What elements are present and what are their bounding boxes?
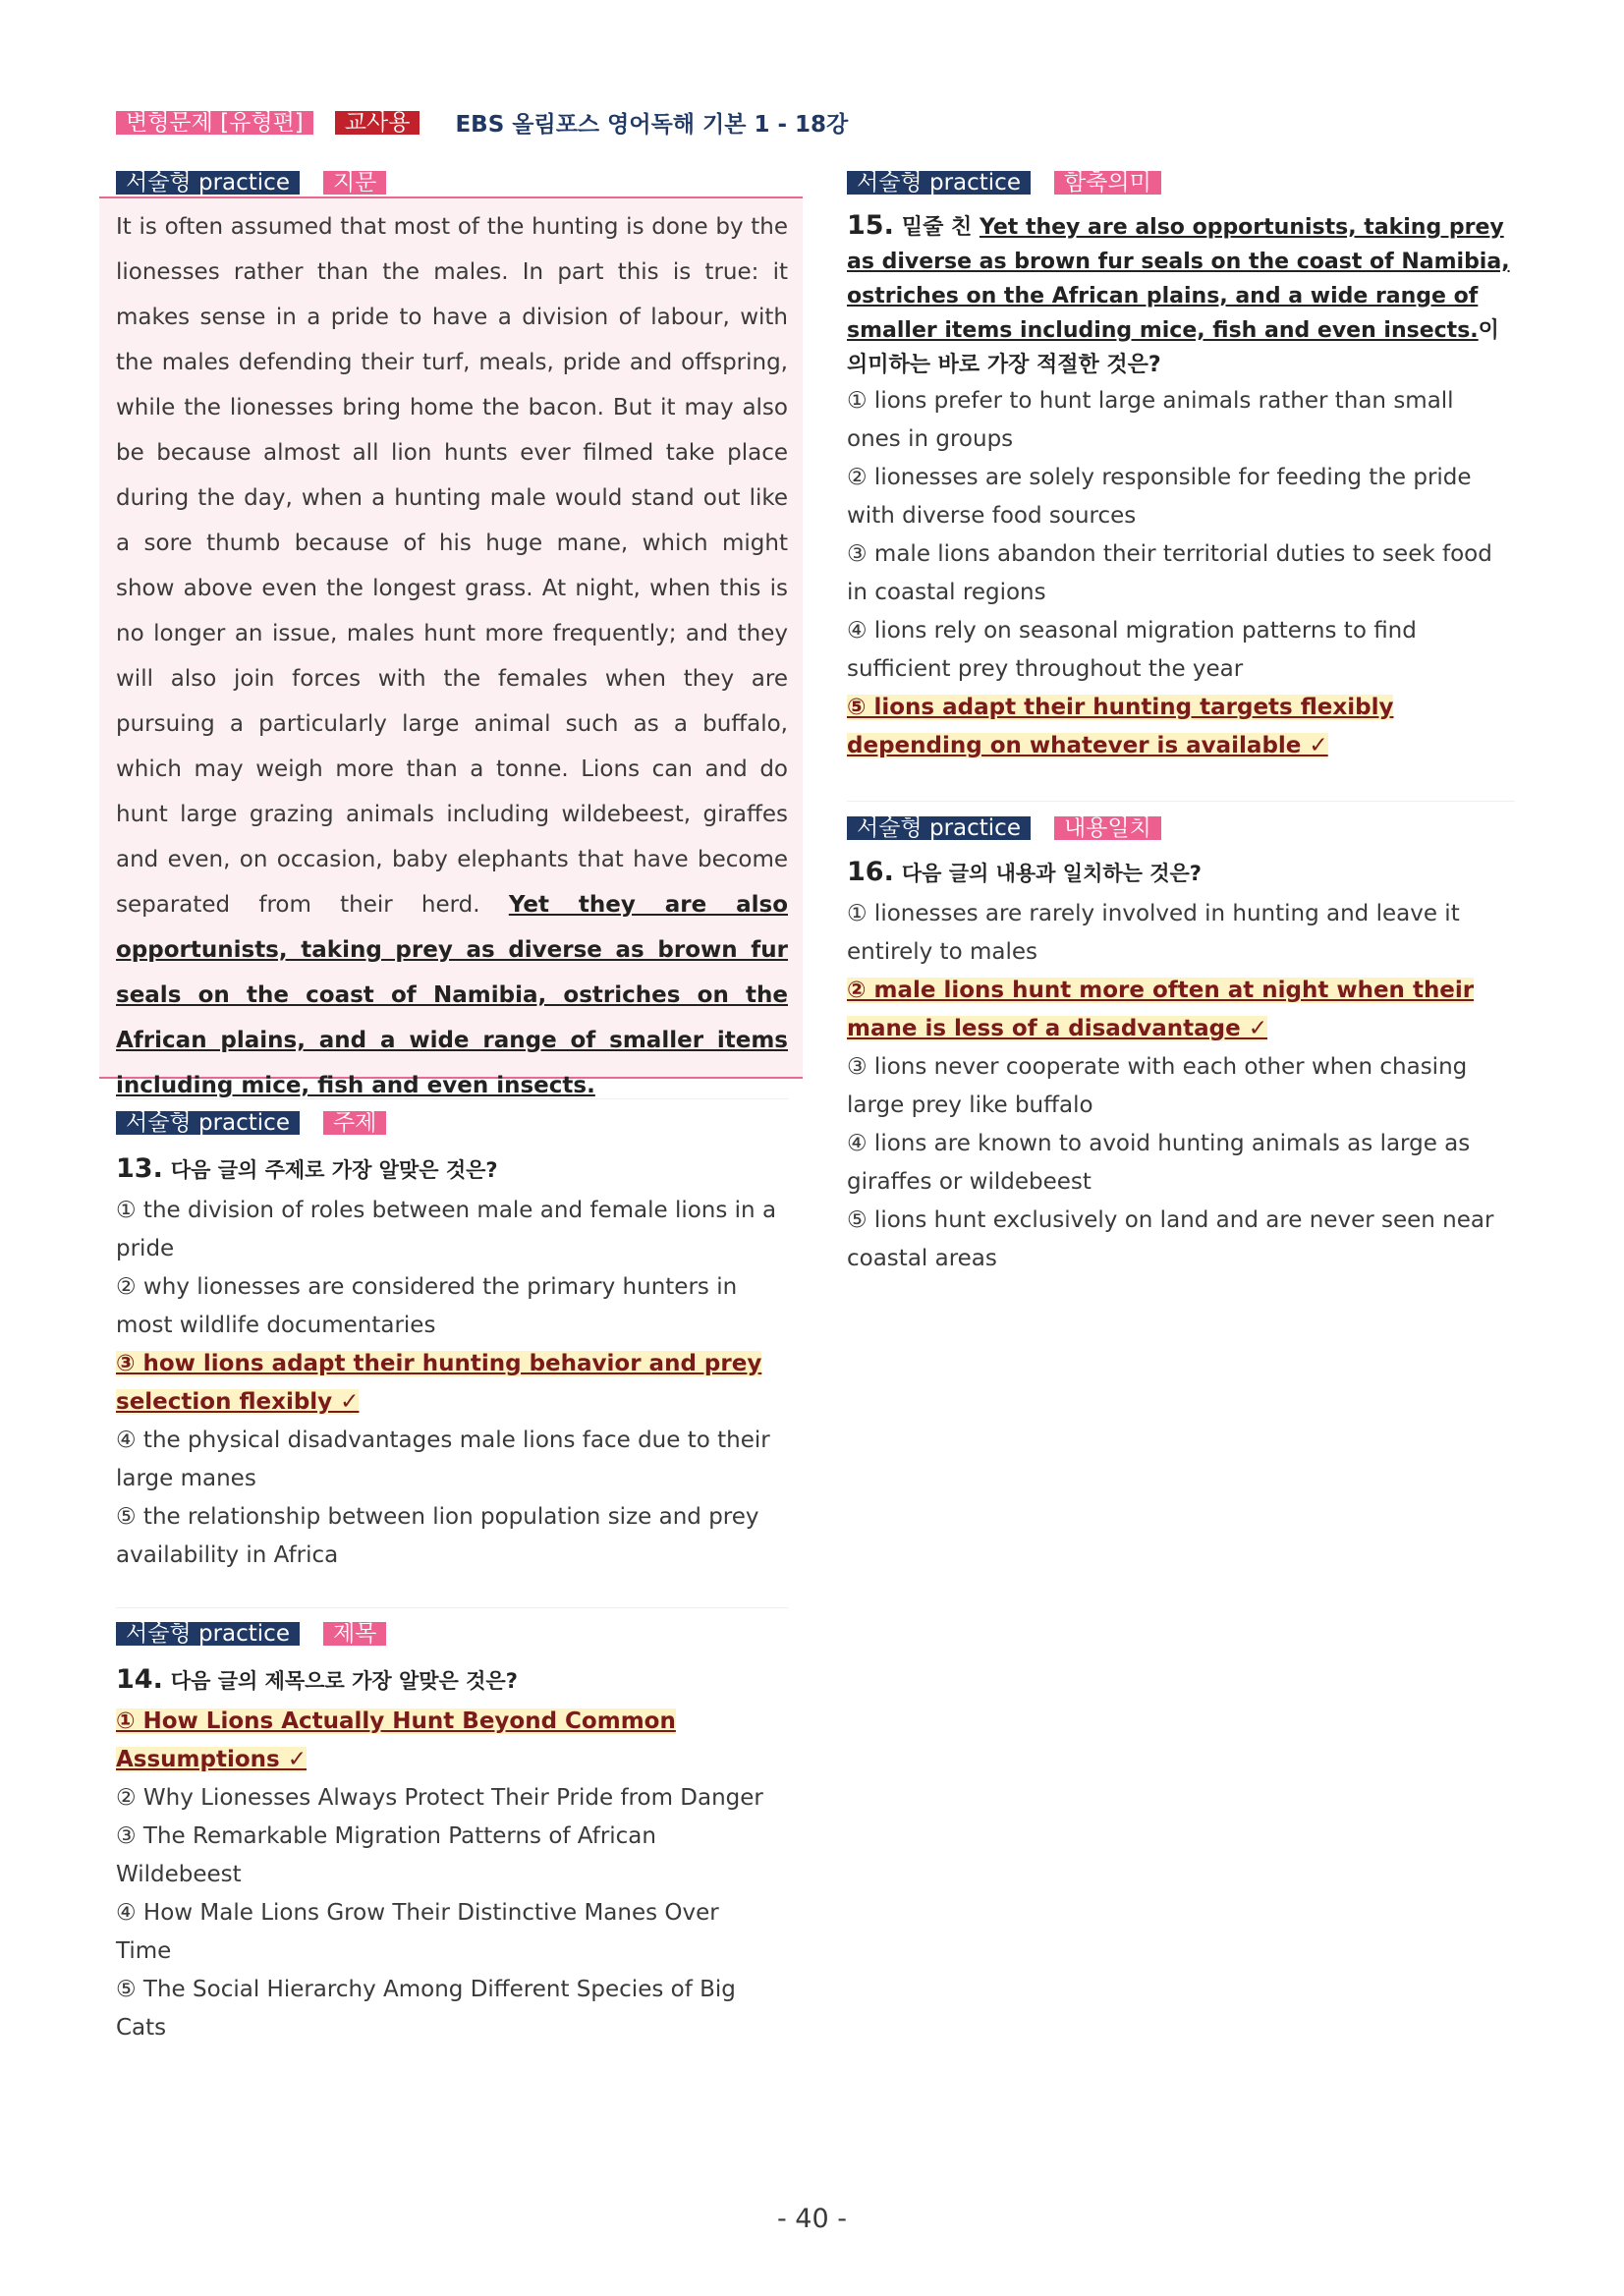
section-label: 서술형 practice — [847, 171, 1031, 195]
option-4[interactable]: ④ lions rely on seasonal migration patterns to find sufficient prey throughout the year — [847, 618, 1417, 682]
q14-block — [116, 1660, 794, 2047]
question-stem — [847, 208, 1513, 382]
teacher-tag: 교사용 — [335, 111, 420, 135]
passage-underlined-sentence: Yet they are also opportunists, taking prey as diverse as brown fur seals on the coast of Namibia, ostriches on the African plains, and a wide range of smaller items including mice, fish and even insects. — [116, 892, 788, 1098]
section-label: 서술형 practice — [847, 816, 1031, 840]
q13-block — [116, 1149, 794, 1575]
option-4[interactable]: ④ lions are known to avoid hunting animals as large as giraffes or wildebeest — [847, 1131, 1471, 1195]
question-text: 다음 글의 주제로 가장 알맞은 것은? — [170, 1158, 498, 1182]
page-number: - 40 - — [776, 2204, 847, 2234]
question-suffix: 이 의미하는 바로 가장 적절한 것은? — [847, 318, 1499, 377]
page-title: EBS 올림포스 영어독해 기본 1 - 18강 — [455, 112, 849, 138]
section-type: 지문 — [323, 171, 386, 195]
option-2[interactable]: ② why lionesses are considered the primary hunters in most wildlife documentaries — [116, 1274, 738, 1338]
divider — [847, 801, 1515, 802]
section-type: 함축의미 — [1054, 171, 1161, 195]
q14-section-header — [116, 1622, 386, 1648]
passage-text — [116, 204, 788, 1108]
correct-answer-text: ⑤ lions adapt their hunting targets flexibly depending on whatever is available ✓ — [847, 695, 1394, 758]
q13-section-header — [116, 1111, 386, 1137]
section-type: 제목 — [323, 1622, 386, 1646]
section-type: 주제 — [323, 1111, 386, 1135]
passage-body: It is often assumed that most of the hunting is done by the lionesses rather than the males. In part this is true: it makes sense in a pride to have a division of labour, with the males defending their turf, meals, pride and offspring, while the lionesses bring home the bacon. But it may also be because almost all lion hunts ever filmed take place during the day, when a hunting male would stand out like a sore thumb because of his huge mane, which might show above even the longest grass. At night, when this is no longer an issue, males hunt more frequently; and they will also join forces with the females when they are pursuing a particularly large animal such as a buffalo, which may weigh more than a tonne. Lions can and do hunt large grazing animals including wildebeest, giraffes and even, on occasion, baby elephants that have become separated from their herd. — [116, 214, 788, 918]
question-prefix: 밑줄 친 — [901, 215, 973, 240]
question-number: 13. — [116, 1153, 163, 1184]
divider — [116, 1098, 788, 1099]
variant-tag: 변형문제 [유형편] — [116, 111, 313, 135]
option-3[interactable]: ③ male lions abandon their territorial duties to seek food in coastal regions — [847, 541, 1492, 605]
divider — [116, 1607, 788, 1608]
option-4[interactable]: ④ How Male Lions Grow Their Distinctive Manes Over Time — [116, 1900, 719, 1964]
question-text: 다음 글의 내용과 일치하는 것은? — [901, 862, 1202, 885]
option-2-correct[interactable] — [847, 972, 1513, 1048]
section-label: 서술형 practice — [116, 171, 300, 195]
section-label: 서술형 practice — [116, 1111, 300, 1135]
section-type: 내용일치 — [1054, 816, 1161, 840]
option-3[interactable]: ③ The Remarkable Migration Patterns of African Wildebeest — [116, 1823, 656, 1887]
correct-answer-text: ① How Lions Actually Hunt Beyond Common Assumptions ✓ — [116, 1708, 676, 1772]
q15-block — [847, 208, 1513, 765]
section-label: 서술형 practice — [116, 1622, 300, 1646]
question-number: 16. — [847, 857, 894, 887]
passage-section-header — [116, 171, 386, 196]
option-2[interactable]: ② Why Lionesses Always Protect Their Pride from Danger — [116, 1785, 763, 1811]
q16-section-header — [847, 816, 1161, 842]
correct-answer-text: ② male lions hunt more often at night when their mane is less of a disadvantage ✓ — [847, 978, 1475, 1041]
underlined-quote: Yet they are also opportunists, taking prey as diverse as brown fur seals on the coast of Namibia, ostriches on the African plains, and a wide range of smaller items including mice, fish and even insects. — [847, 215, 1510, 343]
question-text: 다음 글의 제목으로 가장 알맞은 것은? — [170, 1669, 518, 1693]
page-header — [116, 106, 849, 138]
option-5-correct[interactable] — [847, 689, 1513, 765]
option-3-correct[interactable] — [116, 1345, 794, 1422]
correct-answer-text: ③ how lions adapt their hunting behavior and prey selection flexibly ✓ — [116, 1351, 762, 1415]
question-number: 14. — [116, 1664, 163, 1695]
option-4[interactable]: ④ the physical disadvantages male lions face due to their large manes — [116, 1428, 770, 1491]
option-5[interactable]: ⑤ lions hunt exclusively on land and are never seen near coastal areas — [847, 1207, 1494, 1271]
question-number: 15. — [847, 210, 894, 241]
q15-section-header — [847, 171, 1161, 196]
option-3[interactable]: ③ lions never cooperate with each other when chasing large prey like buffalo — [847, 1054, 1468, 1118]
option-2[interactable]: ② lionesses are solely responsible for feeding the pride with diverse food sources — [847, 465, 1472, 529]
option-1[interactable]: ① lions prefer to hunt large animals rather than small ones in groups — [847, 388, 1454, 452]
option-5[interactable]: ⑤ The Social Hierarchy Among Different Species of Big Cats — [116, 1977, 736, 2041]
option-1[interactable]: ① lionesses are rarely involved in hunting and leave it entirely to males — [847, 901, 1460, 965]
option-1-correct[interactable] — [116, 1703, 794, 1779]
option-1[interactable]: ① the division of roles between male and female lions in a pride — [116, 1198, 777, 1261]
q16-block — [847, 853, 1513, 1278]
option-5[interactable]: ⑤ the relationship between lion population size and prey availability in Africa — [116, 1504, 759, 1568]
